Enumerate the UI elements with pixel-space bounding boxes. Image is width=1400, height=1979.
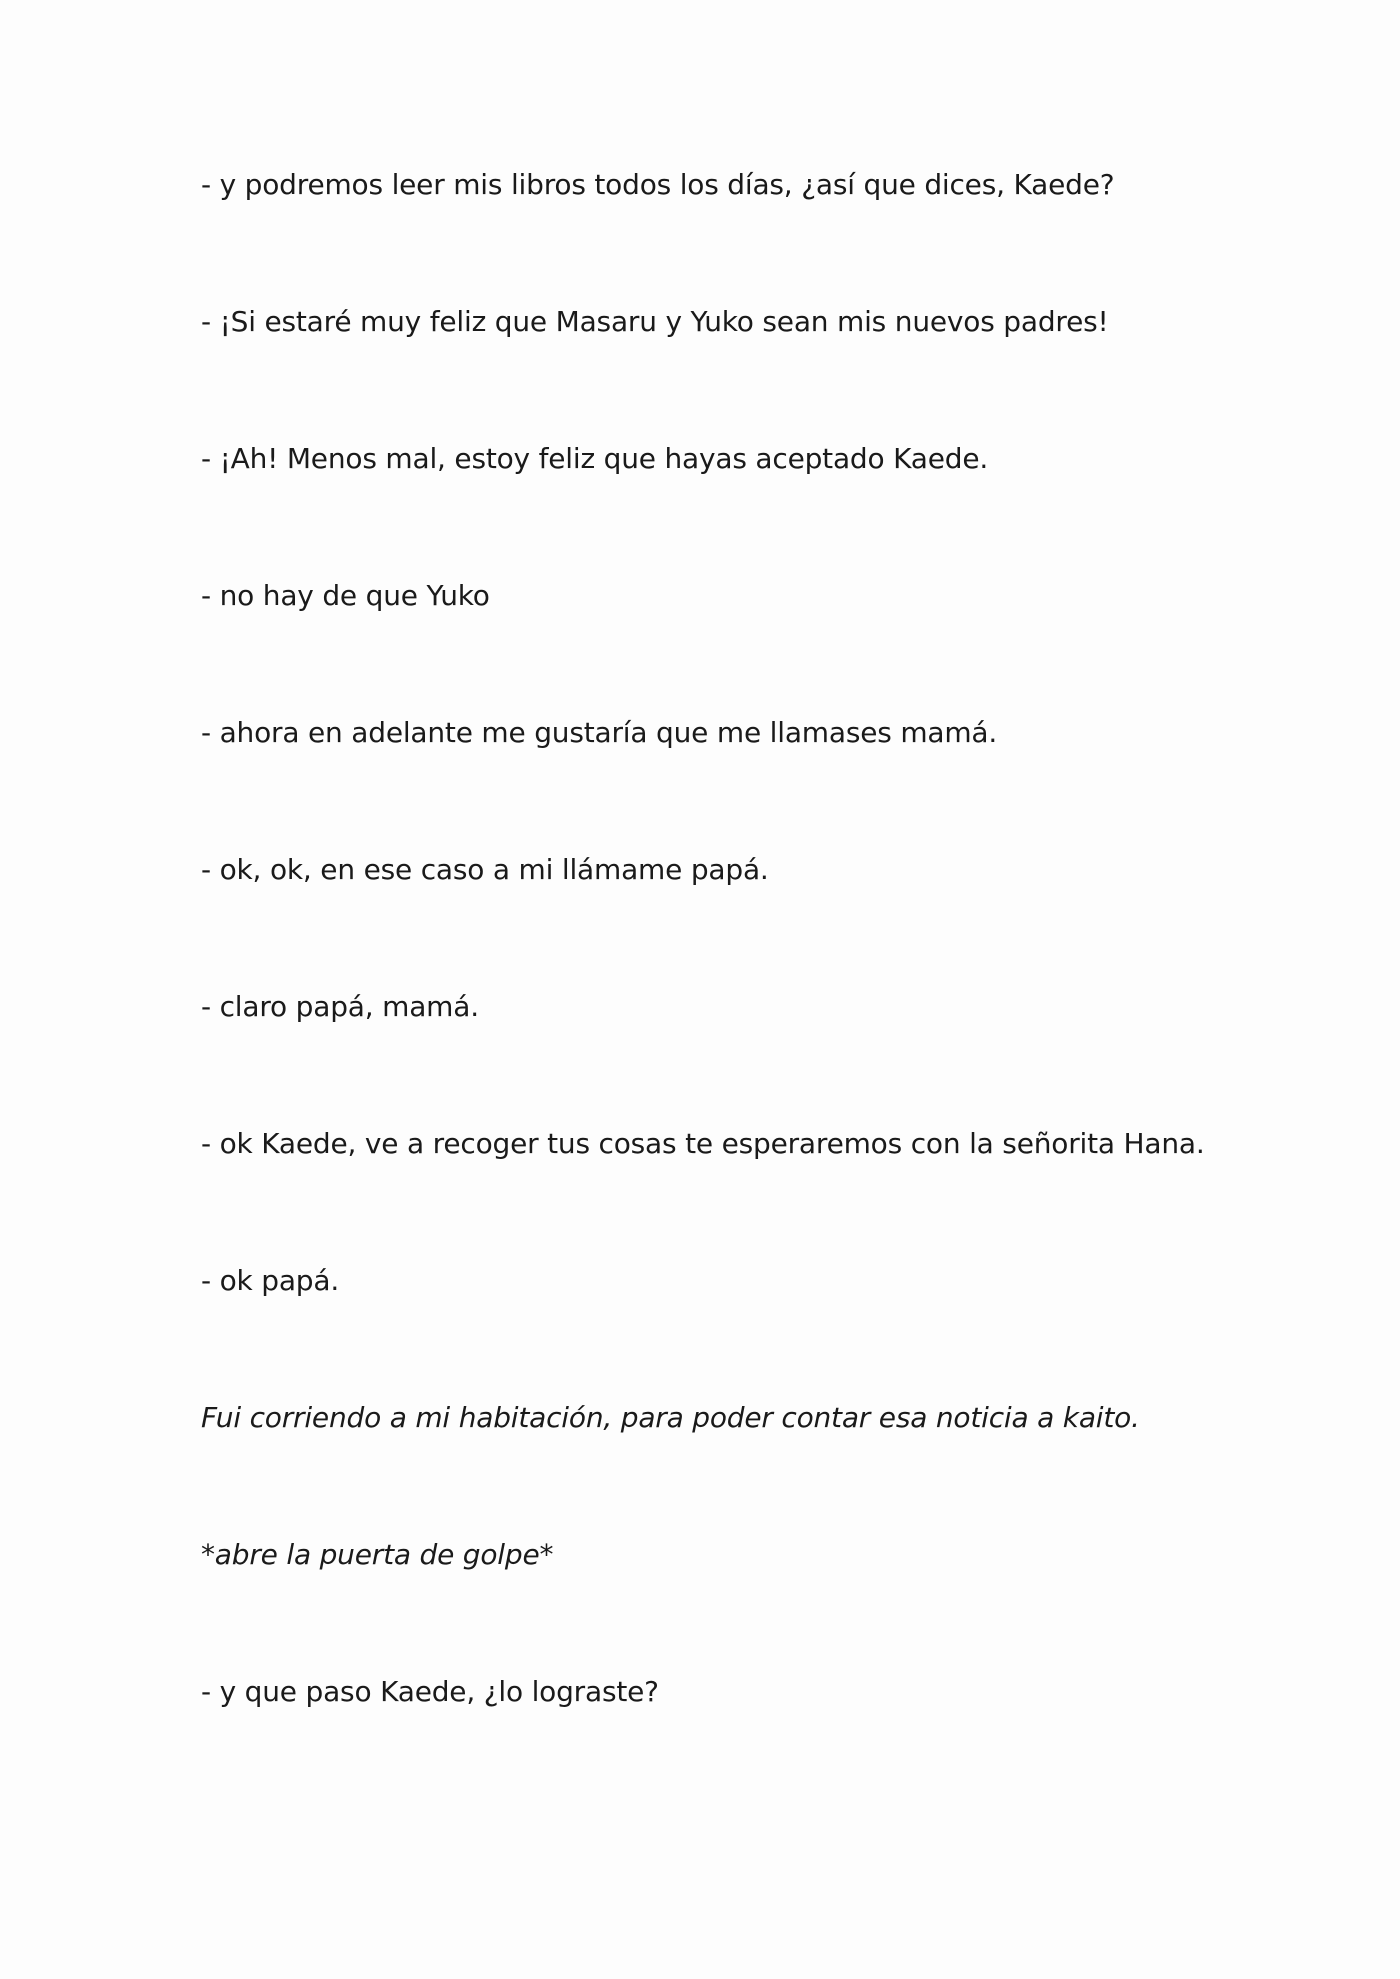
- text-body: [201, 165, 1251, 1809]
- dialogue-line: - ok Kaede, ve a recoger tus cosas te esperaremos con la señorita Hana.: [201, 1127, 1205, 1160]
- dialogue-line: - claro papá, mamá.: [201, 990, 479, 1023]
- dialogue-line: - ¡Si estaré muy feliz que Masaru y Yuko sean mis nuevos padres!: [201, 305, 1109, 338]
- narration-line: Fui corriendo a mi habitación, para poder contar esa noticia a kaito.: [201, 1401, 1140, 1434]
- dialogue-line: - ok papá.: [201, 1264, 340, 1297]
- dialogue-line: - ¡Ah! Menos mal, estoy feliz que hayas aceptado Kaede.: [201, 442, 989, 475]
- narration-line: *abre la puerta de golpe*: [201, 1538, 554, 1571]
- dialogue-line: - ok, ok, en ese caso a mi llámame papá.: [201, 853, 769, 886]
- dialogue-line: - y podremos leer mis libros todos los días, ¿así que dices, Kaede?: [201, 168, 1115, 201]
- dialogue-line: - no hay de que Yuko: [201, 579, 490, 612]
- dialogue-line: - ahora en adelante me gustaría que me llamases mamá.: [201, 716, 998, 749]
- dialogue-line: - y que paso Kaede, ¿lo lograste?: [201, 1675, 659, 1708]
